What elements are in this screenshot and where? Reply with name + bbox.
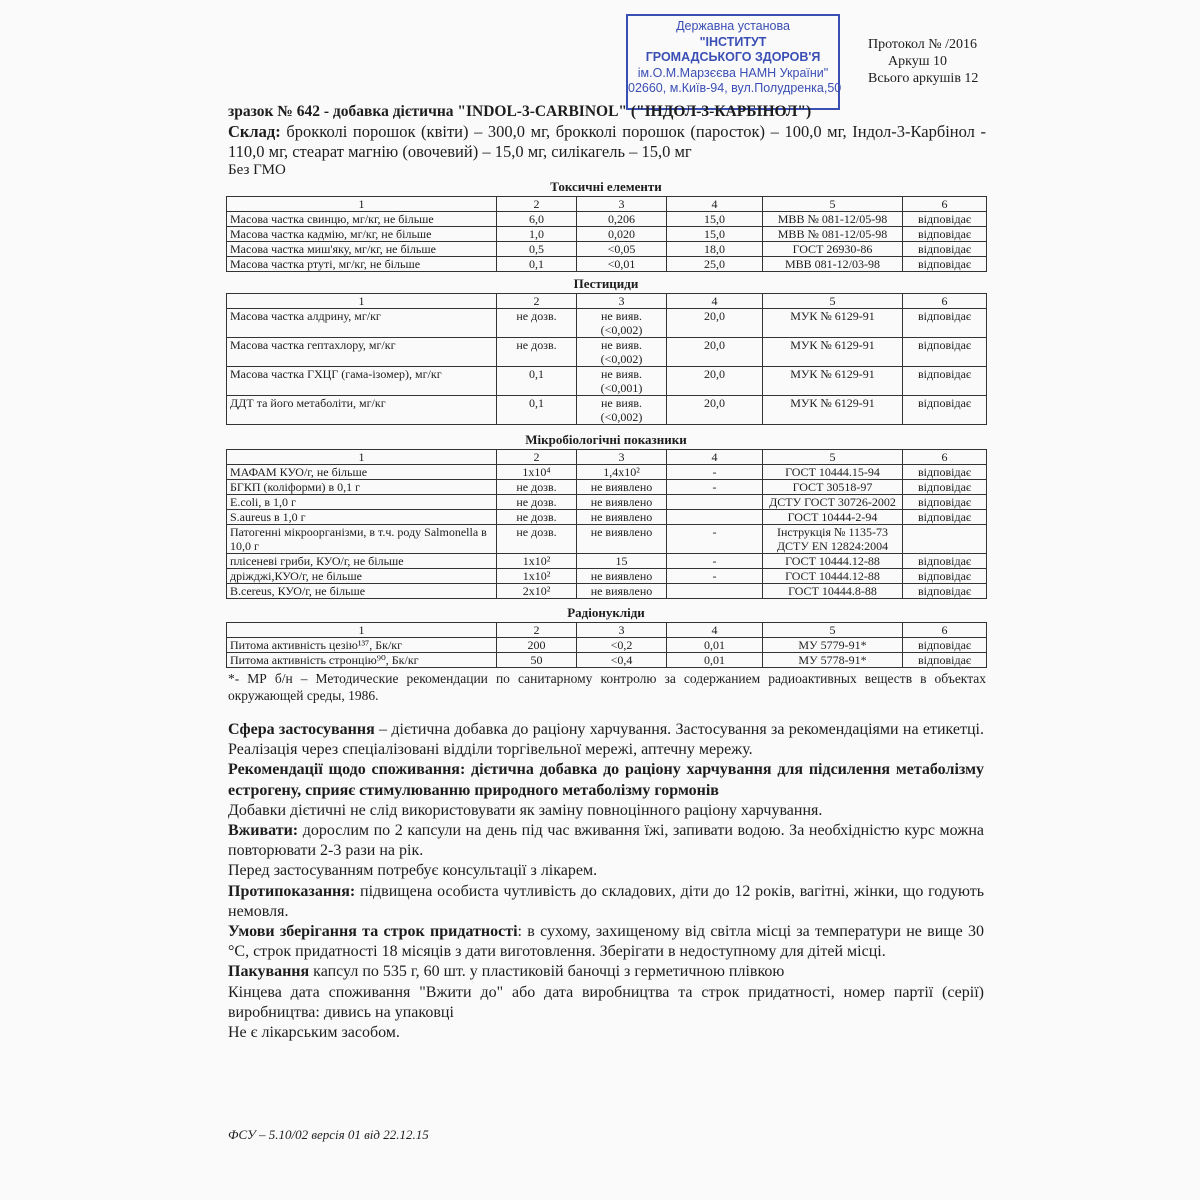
scope-label: Сфера застосування [228,721,375,738]
table-cell: відповідає [903,309,987,338]
institution-stamp [626,14,840,110]
sample-title: зразок № 642 - добавка дієтична "INDOL-3-CARBINOL" ("ІНДОЛ-3-КАРБІНОЛ") [228,103,812,120]
column-header: 2 [497,197,577,212]
table-row [227,367,987,396]
table-cell: відповідає [903,465,987,480]
column-header: 3 [577,197,667,212]
table-cell: Масова частка кадмію, мг/кг, не більше [227,227,497,242]
table-cell: 0,020 [577,227,667,242]
take-label: Вживати: [228,822,299,840]
table-cell: відповідає [903,554,987,569]
table-cell: 15,0 [667,212,763,227]
table-cell: МУК № 6129-91 [763,367,903,396]
consult-text: Перед застосуванням потребує консультації з лікарем. [228,862,598,880]
form-version: ФСУ – 5.10/02 версія 01 від 22.12.15 [228,1127,429,1142]
table-cell: 1x10² [497,569,577,584]
recommend-paragraph [228,760,984,800]
table-cell: Масова частка ГХЦГ (гама-ізомер), мг/кг [227,367,497,396]
table-cell: Масова частка алдрину, мг/кг [227,309,497,338]
table-cell: ГОСТ 10444.8-88 [763,584,903,599]
table-cell: E.coli, в 1,0 г [227,495,497,510]
pesticides-title: Пестициди [573,276,639,291]
table-cell: Масова частка гептахлору, мг/кг [227,338,497,367]
table-cell: не вияв. (<0,002) [577,396,667,425]
table-cell: ГОСТ 10444.15-94 [763,465,903,480]
table-cell: <0,01 [577,257,667,272]
table-cell: не виявлено [577,510,667,525]
table-cell: - [667,569,763,584]
table-cell: Масова частка миш'яку, мг/кг, не більше [227,242,497,257]
scope-text: – дієтична добавка до раціону харчування. Застосування за рекомендаціями на етикетці. Реалізація через спеціалізовані відділи торгівельної мережі, аптечну мережу. [228,721,984,759]
table-cell: ДДТ та його метаболіти, мг/кг [227,396,497,425]
table-cell: МУК № 6129-91 [763,309,903,338]
table-cell: відповідає [903,367,987,396]
table-cell: Патогенні мікроорганізми, в т.ч. роду Salmonella в 10,0 г [227,525,497,554]
table-cell: 200 [497,638,577,653]
table-row [227,242,987,257]
notdrug-text: Не є лікарським засобом. [228,1024,400,1042]
table-cell: не виявлено [577,584,667,599]
table-cell: Інструкція № 1135-73 ДСТУ EN 12824:2004 [763,525,903,554]
table-row [227,525,987,554]
table-cell: не дозв. [497,510,577,525]
table-cell: Масова частка свинцю, мг/кг, не більше [227,212,497,227]
table-cell: 1x10⁴ [497,465,577,480]
table-cell: - [667,525,763,554]
table-cell: ГОСТ 26930-86 [763,242,903,257]
recommend-label: Рекомендації щодо споживання: дієтична добавка до раціону харчування для підсилення метаболізму естрогену, сприяє стимулюванню природного метаболізму гормонів [228,761,984,799]
take-paragraph [228,821,984,861]
table-cell [667,584,763,599]
table-cell: відповідає [903,242,987,257]
table-cell: МВВ 081-12/03-98 [763,257,903,272]
table-cell: МУ 5779-91* [763,638,903,653]
table-row [227,396,987,425]
table-cell [667,495,763,510]
composition-label: Склад: [228,122,281,141]
table-row [227,257,987,272]
table-cell: відповідає [903,584,987,599]
column-header: 2 [497,623,577,638]
radio-title: Радіонукліди [567,605,645,620]
footnote: *- МР б/н – Методические рекомендации по санитарному контролю за содержанием радиоактивных веществ в объектах окружающей среды, 1986. [228,671,986,703]
pack-paragraph [228,962,984,982]
table-cell: ДСТУ ГОСТ 30726-2002 [763,495,903,510]
table-cell: відповідає [903,638,987,653]
table-row [227,227,987,242]
table-cell: плісеневі гриби, КУО/г, не більше [227,554,497,569]
table-cell: B.cereus, КУО/г, не більше [227,584,497,599]
table-cell: Питома активність цезію¹³⁷, Бк/кг [227,638,497,653]
table-cell: відповідає [903,653,987,668]
table-cell: не вияв. (<0,002) [577,309,667,338]
column-header: 3 [577,623,667,638]
contra-text: підвищена особиста чутливість до складових, діти до 12 років, вагітні, жінки, що годують немовля. [228,882,984,920]
table-cell: - [667,554,763,569]
stamp-line-5: 02660, м.Київ-94, вул.Полудренка,50 [628,81,842,95]
storage-label: Умови зберігання та строк придатності [228,923,518,941]
take-text: дорослим по 2 капсули на день під час вживання їжі, запивати водою. За необхідністю курс можна повторювати 2-3 рази на рік. [228,822,984,860]
date-text: Кінцева дата споживання "Вжити до" або дата виробництва та строк придатності, номер партії (серії) виробництва: дивись на упаковці [228,983,984,1021]
table-cell: МУК № 6129-91 [763,338,903,367]
table-cell: 1,0 [497,227,577,242]
table-row [227,480,987,495]
table-cell: 20,0 [667,367,763,396]
column-header: 1 [227,623,497,638]
table-cell: МАФАМ КУО/г, не більше [227,465,497,480]
column-header: 2 [497,294,577,309]
table-cell: 20,0 [667,309,763,338]
table-cell: відповідає [903,480,987,495]
column-header: 4 [667,623,763,638]
table-cell: не виявлено [577,480,667,495]
stamp-line-1: Державна установа [676,19,790,33]
table-row [227,495,987,510]
table-cell: відповідає [903,495,987,510]
table-cell [667,510,763,525]
table-cell: не вияв. (<0,002) [577,338,667,367]
table-cell: 0,1 [497,396,577,425]
table-cell: відповідає [903,510,987,525]
table-cell: <0,4 [577,653,667,668]
protocol-number: Протокол № /2016 [868,37,977,52]
table-cell: 50 [497,653,577,668]
table-cell: ГОСТ 30518-97 [763,480,903,495]
column-header: 5 [763,623,903,638]
table-cell: відповідає [903,212,987,227]
table-cell: 1,4x10² [577,465,667,480]
table-cell: МВВ № 081-12/05-98 [763,212,903,227]
contra-label: Протипоказання: [228,882,356,900]
table-cell: 18,0 [667,242,763,257]
contra-paragraph [228,882,984,922]
table-cell: відповідає [903,227,987,242]
table-cell: 0,206 [577,212,667,227]
table-cell: 0,5 [497,242,577,257]
table-cell: відповідає [903,396,987,425]
column-header: 1 [227,450,497,465]
table-cell: ГОСТ 10444.12-88 [763,569,903,584]
pesticides-table [226,293,987,425]
table-cell: 6,0 [497,212,577,227]
table-header-row [227,623,987,638]
storage-text: : в сухому, захищеному від світла місці за температури не вище 30 °С, строк придатності 18 місяців з дати виготовлення. Зберігати в недоступному для дітей місці. [228,923,984,961]
table-header-row [227,294,987,309]
table-header-row [227,197,987,212]
table-row [227,653,987,668]
table-row [227,465,987,480]
table-cell: - [667,480,763,495]
table-row [227,212,987,227]
table-cell: Масова частка ртуті, мг/кг, не більше [227,257,497,272]
stamp-line-2: "ІНСТИТУТ [699,34,767,49]
column-header: 3 [577,294,667,309]
table-row [227,338,987,367]
column-header: 3 [577,450,667,465]
table-cell: відповідає [903,257,987,272]
table-cell: МУК № 6129-91 [763,396,903,425]
column-header: 6 [903,450,987,465]
pack-text: капсул по 535 г, 60 шт. у пластиковій баночці з герметичною плівкою [309,963,785,981]
protocol-sheet: Аркуш 10 [888,54,947,69]
table-cell: не дозв. [497,495,577,510]
toxic-table [226,196,987,272]
table-cell: <0,2 [577,638,667,653]
table-cell: відповідає [903,569,987,584]
table-cell: S.aureus в 1,0 г [227,510,497,525]
table-cell: 15,0 [667,227,763,242]
table-cell: 0,01 [667,638,763,653]
table-cell: МУ 5778-91* [763,653,903,668]
table-cell: не дозв. [497,338,577,367]
table-cell: дріжджі,КУО/г, не більше [227,569,497,584]
table-cell: не виявлено [577,525,667,554]
composition [228,122,986,162]
table-row [227,554,987,569]
column-header: 4 [667,450,763,465]
table-cell: 0,1 [497,257,577,272]
pack-label: Пакування [228,963,310,981]
column-header: 6 [903,197,987,212]
table-cell: не вияв. (<0,001) [577,367,667,396]
protocol-info [868,36,978,87]
table-cell: - [667,465,763,480]
table-cell: відповідає [903,338,987,367]
column-header: 5 [763,450,903,465]
column-header: 1 [227,294,497,309]
column-header: 5 [763,197,903,212]
column-header: 6 [903,623,987,638]
table-cell: Питома активність стронцію⁹⁰, Бк/кг [227,653,497,668]
table-cell: 2x10² [497,584,577,599]
gmo-note: Без ГМО [228,162,286,178]
stamp-line-3: ГРОМАДСЬКОГО ЗДОРОВ'Я [645,50,821,64]
toxic-title: Токсичні елементи [550,179,662,194]
micro-title: Мікробіологічні показники [525,432,687,447]
composition-text: брокколі порошок (квіти) – 300,0 мг, брокколі порошок (паросток) – 100,0 мг, Індол-3-Карбінол - 110,0 мг, стеарат магнію (овочевий) – 15,0 мг, силікагель – 15,0 мг [228,122,986,161]
column-header: 4 [667,197,763,212]
scope-paragraph [228,720,984,760]
table-cell: МВВ № 081-12/05-98 [763,227,903,242]
table-row [227,638,987,653]
table-cell: ГОСТ 10444-2-94 [763,510,903,525]
table-cell: 25,0 [667,257,763,272]
column-header: 4 [667,294,763,309]
table-row [227,510,987,525]
table-row [227,569,987,584]
table-cell: 20,0 [667,338,763,367]
table-cell: БГКП (коліформи) в 0,1 г [227,480,497,495]
table-row [227,584,987,599]
table-cell: 0,01 [667,653,763,668]
table-cell: 15 [577,554,667,569]
table-cell: 1x10² [497,554,577,569]
storage-paragraph [228,922,984,962]
table-header-row [227,450,987,465]
radio-table [226,622,987,668]
stamp-line-4: ім.О.М.Марзєєва НАМН України" [637,65,829,80]
table-cell: не виявлено [577,569,667,584]
table-cell: 20,0 [667,396,763,425]
column-header: 2 [497,450,577,465]
column-header: 1 [227,197,497,212]
table-row [227,309,987,338]
table-cell: ГОСТ 10444.12-88 [763,554,903,569]
table-cell: не виявлено [577,495,667,510]
micro-table [226,449,987,599]
table-cell: не дозв. [497,525,577,554]
table-cell: не дозв. [497,480,577,495]
product-description [228,720,984,1043]
protocol-total: Всього аркушів 12 [868,71,979,86]
table-cell: 0,1 [497,367,577,396]
table-cell: <0,05 [577,242,667,257]
column-header: 6 [903,294,987,309]
recommend-text: Добавки дієтичні не слід використовувати як заміну повноцінного раціону харчування. [228,801,823,819]
table-cell: не дозв. [497,309,577,338]
column-header: 5 [763,294,903,309]
table-cell [903,525,987,554]
